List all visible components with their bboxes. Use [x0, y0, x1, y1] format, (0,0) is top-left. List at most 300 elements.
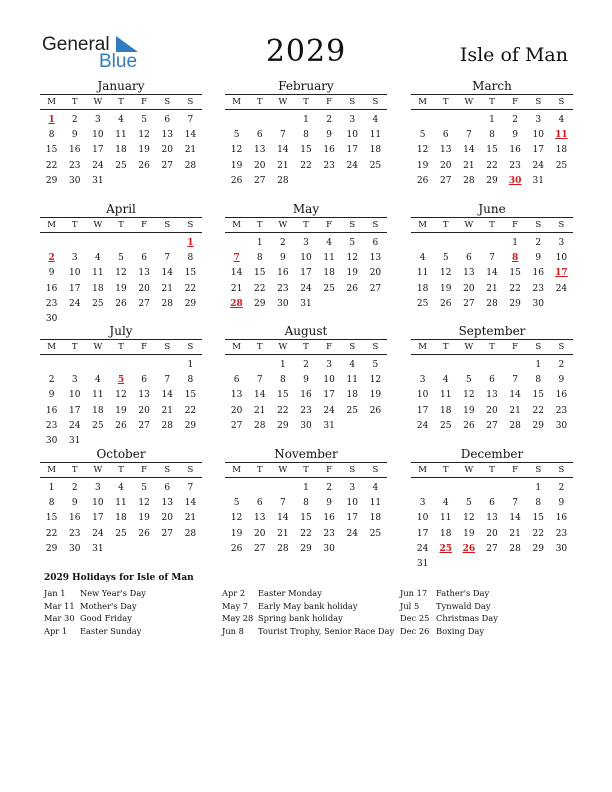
holiday-date: Jun 17 — [400, 588, 428, 598]
empty-day-cell — [225, 236, 248, 251]
day-cell: 4 — [372, 483, 379, 493]
weekday-label: W — [278, 465, 288, 475]
weekday-label: S — [558, 342, 565, 352]
day-cell: 10 — [416, 513, 429, 524]
day-cell: 10 — [68, 390, 81, 401]
day-cell: 1 — [303, 115, 309, 125]
weekday-label: M — [47, 342, 56, 352]
day-cell: 3 — [349, 483, 356, 493]
holiday-name: Easter Monday — [258, 588, 322, 598]
empty-day-cell — [248, 481, 271, 496]
day-cell: 27 — [439, 175, 452, 186]
weekday-label: T — [118, 97, 124, 107]
day-cell: 19 — [230, 528, 243, 539]
day-cell: 13 — [439, 145, 452, 156]
day-cell: 28 — [486, 298, 498, 309]
days-grid — [411, 358, 573, 434]
weekday-header — [411, 217, 573, 233]
day-cell: 2 — [326, 115, 332, 125]
day-cell: 18 — [369, 513, 382, 524]
day-cell: 28 — [463, 175, 475, 186]
day-cell: 2 — [326, 483, 332, 493]
day-cell: 17 — [68, 405, 81, 416]
triangle-logo-icon — [116, 36, 138, 52]
day-cell: 30 — [277, 298, 289, 309]
day-cell: 13 — [138, 390, 150, 401]
day-cell: 22 — [532, 405, 544, 416]
weekday-label: T — [71, 465, 78, 475]
holiday-day-cell: 2 — [48, 253, 55, 264]
day-cell: 19 — [416, 160, 429, 171]
holiday-date: Jan 1 — [44, 588, 66, 598]
holiday-day-cell: 1 — [48, 115, 55, 125]
day-cell: 15 — [45, 145, 58, 156]
day-cell: 4 — [558, 115, 565, 125]
weekday-label: S — [535, 342, 542, 352]
day-cell: 19 — [463, 528, 475, 539]
weekday-label: T — [71, 342, 78, 352]
weekday-label: T — [118, 342, 124, 352]
day-cell: 14 — [463, 145, 475, 156]
days-grid — [225, 113, 387, 189]
day-cell: 5 — [118, 253, 124, 264]
empty-day-cell — [271, 481, 294, 496]
day-cell: 24 — [300, 283, 312, 294]
day-cell: 13 — [486, 513, 498, 524]
day-cell: 4 — [442, 375, 449, 386]
day-cell: 1 — [48, 483, 55, 493]
day-cell: 11 — [92, 390, 104, 401]
day-cell: 2 — [48, 375, 55, 386]
day-cell: 13 — [161, 498, 173, 509]
day-cell: 1 — [256, 238, 263, 248]
day-cell: 30 — [323, 543, 335, 554]
empty-day-cell — [225, 481, 248, 496]
weekday-label: W — [464, 220, 474, 230]
day-cell: 31 — [416, 558, 429, 569]
weekday-label: S — [535, 465, 542, 475]
month-november — [225, 447, 387, 557]
logo-general-text: General — [42, 34, 110, 55]
weekday-label: S — [535, 220, 542, 230]
holiday-item — [44, 587, 146, 600]
day-cell: 25 — [369, 160, 382, 171]
day-cell: 29 — [532, 420, 544, 431]
holiday-date: Mar 30 — [44, 613, 75, 623]
weekday-label: M — [418, 342, 427, 352]
day-cell: 23 — [68, 528, 81, 539]
day-cell: 12 — [138, 130, 150, 141]
empty-day-cell — [271, 113, 294, 128]
weekday-header — [225, 217, 387, 233]
day-cell: 5 — [349, 238, 356, 248]
day-cell: 27 — [230, 420, 243, 431]
day-cell: 22 — [300, 160, 312, 171]
holiday-day-cell: 17 — [555, 268, 568, 279]
day-cell: 18 — [439, 405, 452, 416]
weekday-label: W — [93, 465, 103, 475]
month-february — [225, 79, 387, 189]
day-cell: 21 — [161, 283, 173, 294]
day-cell: 6 — [489, 375, 495, 386]
empty-day-cell — [156, 236, 179, 251]
day-cell: 21 — [253, 405, 266, 416]
weekday-header — [225, 462, 387, 478]
holiday-day-cell: 25 — [439, 543, 452, 554]
day-cell: 14 — [184, 130, 197, 141]
days-grid — [225, 236, 387, 312]
day-cell: 3 — [535, 115, 542, 125]
day-cell: 21 — [277, 528, 289, 539]
day-cell: 18 — [346, 390, 358, 401]
day-cell: 17 — [416, 405, 429, 416]
weekday-label: S — [187, 465, 194, 475]
day-cell: 18 — [92, 283, 104, 294]
day-cell: 25 — [369, 528, 382, 539]
empty-day-cell — [504, 481, 527, 496]
empty-day-cell — [133, 358, 156, 373]
day-cell: 2 — [71, 483, 78, 493]
day-cell: 24 — [532, 160, 544, 171]
day-cell: 8 — [535, 498, 542, 509]
day-cell: 21 — [486, 283, 498, 294]
day-cell: 31 — [92, 543, 104, 554]
weekday-label: W — [464, 465, 474, 475]
day-cell: 30 — [45, 313, 58, 324]
days-grid — [40, 113, 202, 189]
weekday-label: T — [489, 465, 495, 475]
day-cell: 27 — [369, 283, 382, 294]
day-cell: 9 — [303, 375, 309, 386]
empty-day-cell — [248, 113, 271, 128]
empty-day-cell — [434, 481, 457, 496]
day-cell: 21 — [277, 160, 289, 171]
holiday-date: May 28 — [222, 613, 254, 623]
day-cell: 12 — [369, 375, 382, 386]
day-cell: 23 — [509, 160, 521, 171]
day-cell: 21 — [509, 405, 521, 416]
holiday-item — [222, 625, 394, 638]
day-cell: 8 — [48, 498, 55, 509]
day-cell: 21 — [509, 528, 521, 539]
day-cell: 14 — [253, 390, 266, 401]
day-cell: 22 — [45, 528, 58, 539]
weekday-label: T — [256, 97, 263, 107]
day-cell: 10 — [300, 253, 312, 264]
day-cell: 12 — [439, 268, 452, 279]
day-cell: 14 — [184, 498, 197, 509]
day-cell: 3 — [349, 115, 356, 125]
day-cell: 23 — [555, 405, 568, 416]
weekday-label: S — [372, 465, 379, 475]
day-cell: 29 — [184, 420, 197, 431]
empty-day-cell — [133, 236, 156, 251]
days-grid — [411, 113, 573, 189]
day-cell: 9 — [71, 130, 78, 141]
day-cell: 2 — [558, 483, 565, 493]
holiday-date: May 7 — [222, 600, 249, 611]
day-cell: 20 — [230, 405, 243, 416]
day-cell: 13 — [230, 390, 243, 401]
day-cell: 8 — [279, 375, 286, 386]
day-cell: 23 — [277, 283, 289, 294]
day-cell: 16 — [323, 145, 335, 156]
day-cell: 28 — [509, 543, 521, 554]
day-cell: 14 — [277, 145, 289, 156]
day-cell: 14 — [161, 390, 173, 401]
day-cell: 20 — [486, 528, 498, 539]
day-cell: 27 — [253, 543, 266, 554]
day-cell: 9 — [71, 498, 78, 509]
day-cell: 29 — [45, 175, 58, 186]
day-cell: 4 — [118, 115, 124, 125]
empty-day-cell — [434, 358, 457, 373]
holiday-name: Tynwald Day — [436, 600, 491, 611]
weekday-label: F — [141, 342, 148, 352]
day-cell: 23 — [45, 420, 58, 431]
day-cell: 6 — [141, 375, 147, 386]
day-cell: 28 — [277, 543, 289, 554]
holiday-date: Dec 26 — [400, 625, 430, 636]
holiday-name: Spring bank holiday — [258, 613, 343, 623]
days-grid — [40, 358, 202, 449]
day-cell: 30 — [68, 175, 81, 186]
day-cell: 9 — [48, 268, 55, 279]
month-august — [225, 324, 387, 434]
month-march — [411, 79, 573, 189]
day-cell: 9 — [279, 253, 286, 264]
day-cell: 18 — [416, 283, 429, 294]
day-cell: 7 — [279, 130, 286, 141]
day-cell: 9 — [326, 130, 332, 141]
day-cell: 9 — [558, 498, 565, 509]
day-cell: 15 — [300, 513, 312, 524]
day-cell: 13 — [161, 130, 173, 141]
day-cell: 16 — [68, 513, 81, 524]
day-cell: 14 — [509, 513, 521, 524]
day-cell: 8 — [303, 498, 309, 509]
day-cell: 23 — [532, 283, 544, 294]
holiday-name: Boxing Day — [436, 625, 485, 636]
weekday-label: S — [372, 342, 379, 352]
weekday-label: S — [164, 465, 171, 475]
month-january — [40, 79, 202, 189]
holiday-column — [44, 587, 146, 637]
holiday-item — [222, 600, 394, 613]
day-cell: 13 — [138, 268, 150, 279]
month-october — [40, 447, 202, 557]
empty-day-cell — [86, 236, 109, 251]
holiday-day-cell: 7 — [233, 253, 240, 264]
day-cell: 11 — [416, 268, 429, 279]
weekday-label: S — [349, 342, 356, 352]
weekday-label: S — [372, 97, 379, 107]
day-cell: 25 — [92, 420, 104, 431]
day-cell: 24 — [346, 160, 358, 171]
day-cell: 30 — [532, 298, 544, 309]
day-cell: 16 — [323, 513, 335, 524]
day-cell: 29 — [184, 298, 197, 309]
day-cell: 5 — [419, 130, 426, 141]
day-cell: 5 — [372, 360, 379, 370]
day-cell: 15 — [277, 390, 289, 401]
day-cell: 7 — [164, 253, 171, 264]
empty-day-cell — [86, 358, 109, 373]
day-cell: 8 — [489, 130, 495, 141]
day-cell: 21 — [184, 513, 197, 524]
weekday-label: T — [442, 342, 449, 352]
day-cell: 12 — [230, 145, 243, 156]
day-cell: 20 — [253, 160, 266, 171]
weekday-header — [40, 217, 202, 233]
weekday-label: F — [326, 97, 333, 107]
empty-day-cell — [156, 358, 179, 373]
day-cell: 3 — [558, 238, 565, 248]
day-cell: 14 — [277, 513, 289, 524]
day-cell: 10 — [416, 390, 429, 401]
day-cell: 6 — [256, 498, 263, 509]
day-cell: 26 — [346, 283, 358, 294]
day-cell: 10 — [92, 498, 104, 509]
weekday-label: S — [164, 97, 171, 107]
month-title: March — [472, 79, 512, 93]
day-cell: 26 — [463, 420, 475, 431]
day-cell: 28 — [509, 420, 521, 431]
weekday-label: M — [232, 342, 241, 352]
day-cell: 29 — [509, 298, 521, 309]
day-cell: 24 — [92, 528, 104, 539]
day-cell: 7 — [465, 130, 472, 141]
day-cell: 6 — [141, 253, 147, 264]
day-cell: 26 — [138, 528, 150, 539]
holiday-date: Dec 25 — [400, 613, 430, 623]
day-cell: 4 — [118, 483, 124, 493]
weekday-label: F — [141, 465, 148, 475]
day-cell: 11 — [369, 498, 382, 509]
day-cell: 12 — [346, 253, 358, 264]
day-cell: 24 — [323, 405, 335, 416]
day-cell: 19 — [369, 390, 382, 401]
day-cell: 28 — [184, 160, 197, 171]
day-cell: 11 — [346, 375, 358, 386]
day-cell: 16 — [300, 390, 312, 401]
holiday-item — [400, 612, 498, 625]
day-cell: 26 — [138, 160, 150, 171]
day-cell: 19 — [138, 145, 150, 156]
holiday-name: Early May bank holiday — [258, 600, 358, 611]
weekday-label: S — [187, 220, 194, 230]
holiday-day-cell: 26 — [462, 543, 476, 554]
holiday-item — [222, 612, 394, 625]
day-cell: 17 — [416, 528, 429, 539]
day-cell: 15 — [486, 145, 498, 156]
day-cell: 14 — [486, 268, 498, 279]
day-cell: 26 — [115, 298, 127, 309]
day-cell: 19 — [346, 268, 358, 279]
day-cell: 3 — [419, 498, 426, 509]
month-title: November — [274, 447, 338, 461]
empty-day-cell — [457, 113, 480, 128]
holiday-day-cell: 5 — [117, 375, 125, 386]
empty-day-cell — [411, 358, 434, 373]
day-cell: 17 — [346, 145, 358, 156]
day-cell: 10 — [92, 130, 104, 141]
weekday-header — [411, 94, 573, 110]
holiday-name: Tourist Trophy, Senior Race Day — [258, 625, 395, 636]
day-cell: 4 — [349, 360, 356, 370]
month-title: January — [97, 79, 145, 93]
day-cell: 16 — [555, 390, 568, 401]
day-cell: 7 — [279, 498, 286, 509]
day-cell: 6 — [233, 375, 240, 386]
day-cell: 25 — [92, 298, 104, 309]
weekday-label: T — [71, 220, 78, 230]
day-cell: 20 — [369, 268, 382, 279]
day-cell: 22 — [184, 405, 197, 416]
day-cell: 24 — [346, 528, 358, 539]
country-name: Isle of Man — [459, 44, 568, 66]
day-cell: 7 — [187, 115, 194, 125]
day-cell: 19 — [230, 160, 243, 171]
day-cell: 3 — [94, 483, 101, 493]
holiday-item — [44, 600, 146, 613]
weekday-label: T — [118, 220, 124, 230]
day-cell: 18 — [369, 145, 382, 156]
empty-day-cell — [480, 236, 503, 251]
weekday-label: M — [232, 97, 241, 107]
day-cell: 15 — [184, 390, 197, 401]
holiday-name: Good Friday — [80, 613, 132, 623]
weekday-label: M — [418, 97, 427, 107]
weekday-header — [225, 94, 387, 110]
day-cell: 1 — [535, 360, 542, 370]
day-cell: 10 — [68, 268, 81, 279]
days-grid — [411, 481, 573, 572]
day-cell: 24 — [416, 420, 429, 431]
weekday-header — [411, 339, 573, 355]
weekday-label: W — [464, 342, 474, 352]
day-cell: 7 — [256, 375, 263, 386]
day-cell: 29 — [486, 175, 498, 186]
day-cell: 25 — [115, 528, 127, 539]
day-cell: 23 — [68, 160, 81, 171]
empty-day-cell — [225, 358, 248, 373]
weekday-label: T — [489, 97, 495, 107]
weekday-label: T — [303, 97, 309, 107]
day-cell: 20 — [161, 513, 173, 524]
weekday-label: S — [164, 342, 171, 352]
month-title: February — [278, 79, 334, 93]
day-cell: 12 — [115, 268, 127, 279]
month-title: September — [458, 324, 526, 338]
day-cell: 3 — [419, 375, 426, 386]
weekday-label: T — [303, 342, 309, 352]
holiday-item — [400, 587, 498, 600]
day-cell: 12 — [416, 145, 429, 156]
day-cell: 20 — [463, 283, 475, 294]
weekday-label: F — [141, 220, 148, 230]
day-cell: 29 — [277, 420, 289, 431]
weekday-header — [40, 462, 202, 478]
empty-day-cell — [457, 236, 480, 251]
weekday-label: S — [349, 465, 356, 475]
weekday-label: F — [512, 342, 519, 352]
holiday-name: Christmas Day — [436, 613, 498, 623]
day-cell: 7 — [187, 483, 194, 493]
weekday-label: T — [442, 465, 449, 475]
day-cell: 13 — [253, 513, 266, 524]
day-cell: 9 — [512, 130, 518, 141]
